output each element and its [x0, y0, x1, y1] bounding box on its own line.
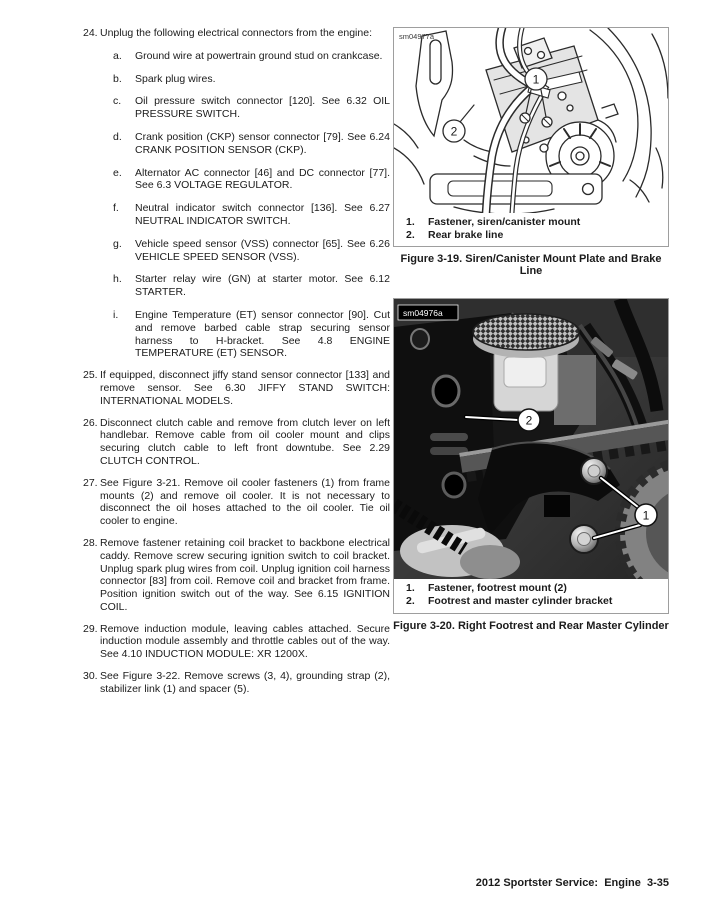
legend-number: 2.	[406, 229, 415, 242]
legend-item	[406, 229, 662, 242]
substep-text: Engine Temperature (ET) sensor connector [90]. Cut and remove barbed cable strap securing sensor harness to H-bracket. See 4.8 ENGINE TEMPERATURE (ET) SENSOR.	[135, 308, 390, 360]
legend-item	[406, 582, 662, 595]
substep-text: Spark plug wires.	[135, 72, 216, 85]
substep-24g	[113, 238, 390, 264]
substep-24c	[113, 95, 390, 121]
callout-2-number: 2	[525, 413, 533, 428]
substep-24h	[113, 273, 390, 299]
substep-24e	[113, 167, 390, 193]
callout-1-badge	[635, 504, 657, 526]
figure-3-20-legend	[394, 579, 668, 612]
substep-text: Neutral indicator switch connector [136]. See 6.27 NEUTRAL INDICATOR SWITCH.	[135, 202, 390, 227]
figure-3-19	[393, 27, 669, 277]
step-number: 30.	[83, 670, 98, 683]
substep-letter: b.	[113, 72, 122, 85]
callout-2-badge	[518, 409, 540, 431]
substep-24d	[113, 131, 390, 157]
step-25	[83, 369, 390, 407]
step-text: Remove fastener retaining coil bracket to backbone electrical caddy. Remove screw securing ignition switch to coil bracket. Unplug spark plug wires from coil. Unplug ignition coil harness connector [83] from coil. Remove coil and bracket from frame. Position ignition switch out of the way. See 6.15 IGNITION COIL.	[100, 536, 390, 613]
substep-24a	[113, 50, 390, 63]
step-text: Disconnect clutch cable and remove from clutch lever on left handlebar. Remove cable from oil cooler mount and clips securing clutch cable to left front downtube. See 2.29 CLUTCH CONTROL.	[100, 416, 390, 467]
callout-1-number: 1	[532, 72, 540, 87]
step-text: Unplug the following electrical connectors from the engine:	[100, 27, 372, 39]
step-number: 25.	[83, 369, 98, 382]
step-number: 27.	[83, 476, 98, 489]
procedure-steps	[83, 27, 390, 696]
figure-photo-tag: sm04977a	[399, 32, 435, 41]
siren-canister-mount-line-drawing	[394, 28, 668, 213]
substep-letter: a.	[113, 49, 122, 62]
substep-letter: i.	[113, 308, 119, 321]
step-text: See Figure 3-21. Remove oil cooler fasteners (1) from frame mounts (2) and remove oil cooler. It is not necessary to disconnect the oil hoses attached to the oil cooler. Tie oil cooler to engine.	[100, 476, 390, 528]
callout-1-badge	[525, 68, 547, 90]
substep-letter: e.	[113, 166, 122, 179]
step-24	[83, 27, 390, 40]
substep-text: Vehicle speed sensor (VSS) connector [65]. See 6.26 VEHICLE SPEED SENSOR (VSS).	[135, 237, 390, 263]
step-number: 28.	[83, 536, 98, 549]
substep-letter: h.	[113, 273, 122, 286]
step-text: See Figure 3-22. Remove screws (3, 4), grounding strap (2), stabilizer link (1) and spacer (5).	[100, 670, 390, 695]
step-27	[83, 477, 390, 528]
legend-number: 1.	[406, 582, 415, 595]
callout-2-number: 2	[450, 124, 458, 139]
callout-1-number: 1	[642, 508, 650, 523]
figure-3-19-legend	[394, 213, 668, 246]
figures-column	[393, 27, 669, 696]
figure-3-20-box	[393, 298, 669, 613]
figure-3-19-caption: Figure 3-19. Siren/Canister Mount Plate and Brake Line	[400, 253, 662, 278]
step-number: 24.	[83, 27, 98, 39]
substep-letter: c.	[113, 95, 122, 108]
step-number: 26.	[83, 416, 98, 429]
figure-photo-tag: sm04976a	[403, 308, 443, 319]
figure-3-20	[393, 298, 669, 631]
legend-item	[406, 595, 662, 608]
footrest-master-cylinder-photo	[394, 299, 668, 579]
legend-item	[406, 216, 662, 229]
substep-text: Crank position (CKP) sensor connector [79]. See 6.24 CRANK POSITION SENSOR (CKP).	[135, 130, 390, 156]
figure-photo-tag-chip	[398, 305, 458, 320]
step-text: If equipped, disconnect jiffy stand sensor connector [133] and remove sensor. See 6.30 JIFFY STAND SWITCH: INTERNATIONAL MODELS.	[100, 369, 390, 407]
legend-text: Fastener, footrest mount (2)	[428, 582, 567, 595]
substep-text: Ground wire at powertrain ground stud on crankcase.	[135, 49, 383, 62]
figure-3-20-caption: Figure 3-20. Right Footrest and Rear Master Cylinder	[393, 619, 669, 632]
substep-24i	[113, 309, 390, 360]
legend-number: 1.	[406, 216, 415, 228]
substep-letter: f.	[113, 202, 119, 215]
substep-text: Oil pressure switch connector [120]. See 6.32 OIL PRESSURE SWITCH.	[135, 95, 390, 121]
substep-text: Starter relay wire (GN) at starter motor. See 6.12 STARTER.	[135, 273, 390, 299]
step-29	[83, 623, 390, 661]
substep-letter: d.	[113, 130, 122, 143]
legend-text: Rear brake line	[428, 229, 504, 242]
step-28	[83, 537, 390, 614]
substep-letter: g.	[113, 237, 122, 250]
figure-3-19-box	[393, 27, 669, 247]
step-number: 29.	[83, 622, 98, 635]
substep-24b	[113, 73, 390, 86]
step-30	[83, 670, 390, 696]
substep-text: Alternator AC connector [46] and DC connector [77]. See 6.3 VOLTAGE REGULATOR.	[135, 166, 390, 192]
callout-2-badge	[443, 120, 465, 142]
legend-number: 2.	[406, 595, 415, 608]
page-footer: 2012 Sportster Service: Engine 3-35	[475, 877, 669, 889]
legend-text: Footrest and master cylinder bracket	[428, 595, 613, 608]
substep-24f	[113, 202, 390, 228]
step-26	[83, 417, 390, 468]
step-text: Remove induction module, leaving cables attached. Secure induction module assembly and throttle cables out of the way. See 4.10 INDUCTION MODULE: XR 1200X.	[100, 622, 390, 661]
legend-text: Fastener, siren/canister mount	[428, 216, 581, 228]
